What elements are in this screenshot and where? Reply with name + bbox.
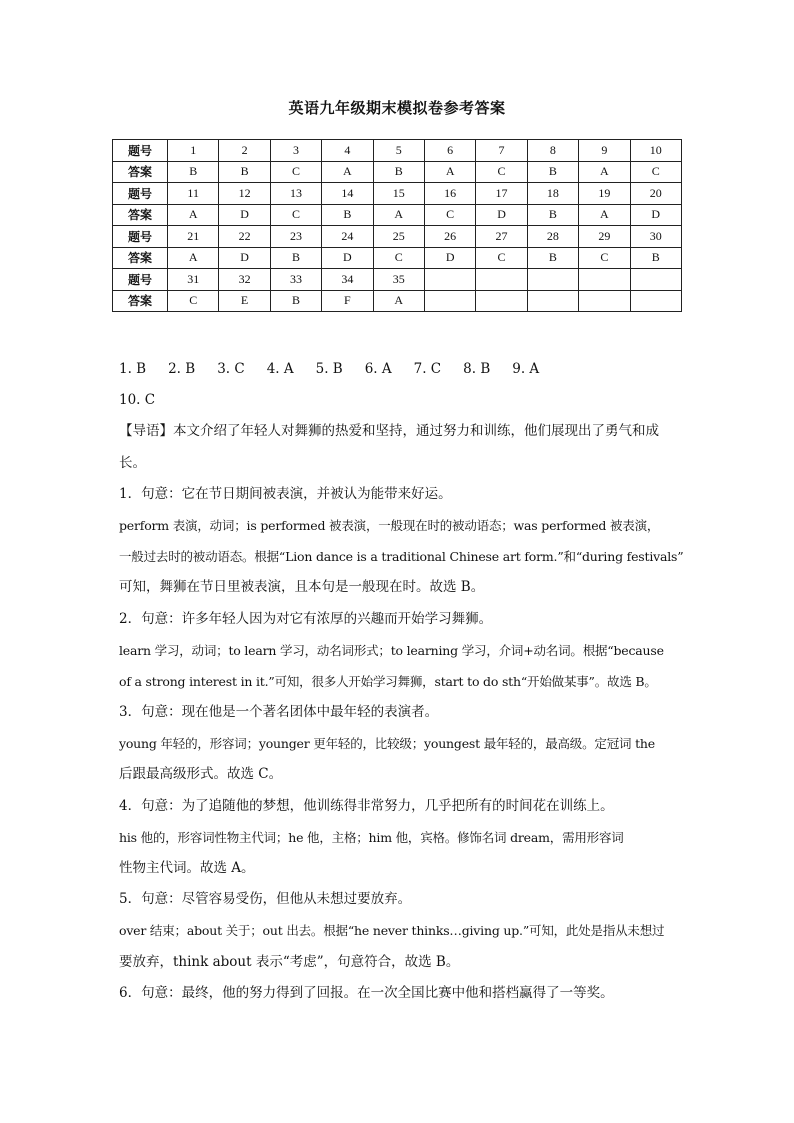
table-row [113, 290, 682, 312]
table-cell: A [579, 204, 630, 226]
question-title: 6．句意：最终，他的努力得到了回报。在一次全国比赛中他和搭档赢得了一等奖。 [119, 984, 614, 1001]
explanation-line: learn 学习，动词；to learn 学习，动名词形式；to learning 学习，介词+动名词。根据“because [119, 642, 664, 658]
answer-list-item: 6. A [364, 361, 392, 377]
table-cell: C [476, 161, 527, 183]
explanation-line: his 他的，形容词性物主代词；he 他，主格；him 他，宾格。修饰名词 dream，需用形容词 [119, 829, 624, 845]
question-title: 4．句意：为了追随他的梦想，他训练得非常努力，几乎把所有的时间花在训练上。 [119, 797, 614, 814]
explanation-line: of a strong interest in it.”可知，很多人开始学习舞狮，start to do sth“开始做某事”。故选 B。 [119, 673, 657, 689]
table-cell: C [424, 204, 475, 226]
table-cell: F [322, 290, 373, 312]
table-cell: 25 [373, 226, 424, 248]
answer-list-item: 5. B [315, 361, 343, 377]
answer-list-item: 2. B [168, 361, 196, 377]
table-cell: 32 [219, 269, 270, 291]
table-cell: D [424, 247, 475, 269]
table-cell: 27 [476, 226, 527, 248]
table-cell: 20 [630, 183, 681, 205]
row-label: 答案 [113, 161, 168, 183]
table-cell: 33 [270, 269, 321, 291]
table-cell: 17 [476, 183, 527, 205]
table-cell: 6 [424, 140, 475, 162]
table-cell: 31 [168, 269, 219, 291]
table-cell: C [270, 204, 321, 226]
table-cell: 26 [424, 226, 475, 248]
table-row [113, 226, 682, 248]
question-title: 2．句意：许多年轻人因为对它有浓厚的兴趣而开始学习舞狮。 [119, 610, 493, 627]
table-cell: B [270, 290, 321, 312]
table-cell: B [322, 204, 373, 226]
table-cell: 2 [219, 140, 270, 162]
table-cell: 4 [322, 140, 373, 162]
table-cell: B [527, 161, 578, 183]
answer-list-item: 1. B [119, 361, 147, 377]
answer-list-last: 10. C [119, 392, 156, 409]
table-cell: 30 [630, 226, 681, 248]
table-cell: B [630, 247, 681, 269]
table-cell [630, 269, 681, 291]
row-label: 答案 [113, 247, 168, 269]
row-label: 答案 [113, 204, 168, 226]
table-row [113, 161, 682, 183]
table-cell: 24 [322, 226, 373, 248]
table-cell: A [424, 161, 475, 183]
explanation-line: 一般过去时的被动语态。根据“Lion dance is a traditional Chinese art form.”和“during festivals” [119, 549, 684, 565]
table-cell: 21 [168, 226, 219, 248]
table-row [113, 183, 682, 205]
page-title: 英语九年级期末模拟卷参考答案 [288, 99, 506, 117]
table-cell: 23 [270, 226, 321, 248]
table-cell: 7 [476, 140, 527, 162]
answer-table-body [113, 140, 682, 312]
table-cell: 12 [219, 183, 270, 205]
table-cell: A [322, 161, 373, 183]
table-cell: D [476, 204, 527, 226]
table-cell: 5 [373, 140, 424, 162]
table-cell: B [270, 247, 321, 269]
table-cell: 14 [322, 183, 373, 205]
table-cell [579, 269, 630, 291]
table-cell: B [168, 161, 219, 183]
question-title: 1．句意：它在节日期间被表演，并被认为能带来好运。 [119, 485, 452, 502]
answer-list-item: 8. B [463, 361, 491, 377]
table-cell: C [579, 247, 630, 269]
table-cell: D [219, 204, 270, 226]
table-cell [476, 269, 527, 291]
table-cell [630, 290, 681, 312]
table-cell: C [373, 247, 424, 269]
table-cell: 19 [579, 183, 630, 205]
answer-list-item: 3. C [217, 361, 245, 377]
table-cell [424, 290, 475, 312]
table-cell: 9 [579, 140, 630, 162]
explanation-line: over 结束；about 关于；out 出去。根据“he never thinks…giving up.”可知，此处是指从未想过 [119, 923, 665, 939]
table-cell: D [322, 247, 373, 269]
table-cell: B [527, 247, 578, 269]
table-cell: B [219, 161, 270, 183]
table-cell: 28 [527, 226, 578, 248]
table-row [113, 269, 682, 291]
table-cell: E [219, 290, 270, 312]
table-cell: D [219, 247, 270, 269]
table-cell: A [373, 290, 424, 312]
table-cell: 1 [168, 140, 219, 162]
table-cell: A [579, 161, 630, 183]
table-cell: A [168, 204, 219, 226]
table-cell: A [373, 204, 424, 226]
table-cell: 13 [270, 183, 321, 205]
intro-line: 【导语】本文介绍了年轻人对舞狮的热爱和坚持，通过努力和训练，他们展现出了勇气和成 [119, 423, 659, 440]
question-title: 3．句意：现在他是一个著名团体中最年轻的表演者。 [119, 704, 439, 721]
explanation-line: perform 表演，动词；is performed 被表演，一般现在时的被动语态；was performed 被表演， [119, 517, 660, 533]
table-cell [476, 290, 527, 312]
row-label: 题号 [113, 140, 168, 162]
explanation-line: young 年轻的，形容词；younger 更年轻的，比较级；youngest 最年轻的，最高级。定冠词 the [119, 736, 655, 752]
explanation-line: 后跟最高级形式。故选 C。 [119, 766, 283, 783]
table-cell: C [168, 290, 219, 312]
row-label: 题号 [113, 269, 168, 291]
table-cell: 15 [373, 183, 424, 205]
table-cell: 11 [168, 183, 219, 205]
answer-table [112, 139, 682, 312]
table-cell: 3 [270, 140, 321, 162]
table-cell: C [270, 161, 321, 183]
table-cell [424, 269, 475, 291]
question-title: 5．句意：尽管容易受伤，但他从未想过要放弃。 [119, 891, 412, 908]
intro-line: 长。 [119, 454, 146, 471]
row-label: 答案 [113, 290, 168, 312]
answer-list-item: 7. C [413, 361, 442, 377]
table-row [113, 204, 682, 226]
table-cell: 18 [527, 183, 578, 205]
explanation-line: 可知，舞狮在节日里被表演，且本句是一般现在时。故选 B。 [119, 579, 485, 596]
row-label: 题号 [113, 226, 168, 248]
table-cell: C [476, 247, 527, 269]
answer-list-item: 9. A [512, 361, 540, 377]
table-cell: 16 [424, 183, 475, 205]
table-cell: 35 [373, 269, 424, 291]
table-cell: 34 [322, 269, 373, 291]
table-row [113, 140, 682, 162]
table-cell: 8 [527, 140, 578, 162]
explanation-line: 要放弃，think about 表示“考虑”，句意符合，故选 B。 [119, 953, 460, 970]
answer-list-item: 4. A [266, 361, 294, 377]
table-cell [579, 290, 630, 312]
table-cell: 10 [630, 140, 681, 162]
table-row [113, 247, 682, 269]
table-cell: B [527, 204, 578, 226]
table-cell: 22 [219, 226, 270, 248]
explanation-line: 性物主代词。故选 A。 [119, 860, 255, 876]
explanation-content [119, 354, 684, 1009]
table-cell [527, 290, 578, 312]
table-cell: A [168, 247, 219, 269]
answer-list [119, 354, 684, 385]
table-cell: D [630, 204, 681, 226]
row-label: 题号 [113, 183, 168, 205]
table-cell: B [373, 161, 424, 183]
table-cell [527, 269, 578, 291]
table-cell: C [630, 161, 681, 183]
table-cell: 29 [579, 226, 630, 248]
